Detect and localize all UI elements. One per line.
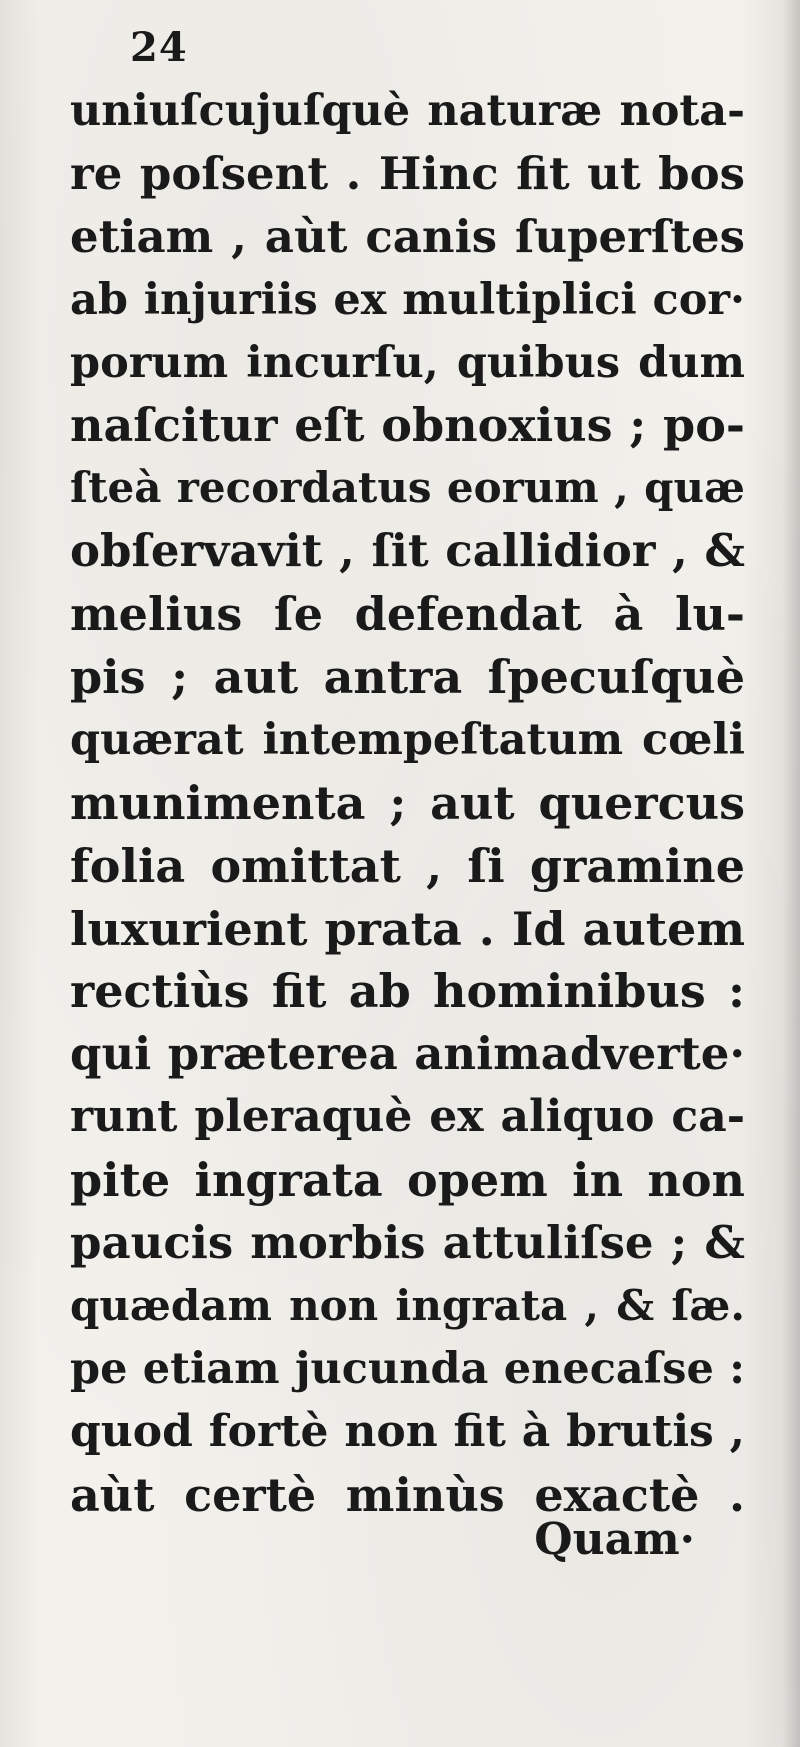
text-line: etiam , aùt canis ſuperſtes (70, 209, 745, 263)
text-line: aùt certè minùs exactè . (70, 1467, 745, 1522)
text-line: re poſsent . Hinc fit ut bos (70, 146, 745, 200)
text-line: porum incurſu, quibus dum (70, 337, 745, 388)
page-edge-shadow (782, 0, 800, 1747)
catchword: Quam· (534, 1514, 695, 1565)
text-line: qui præterea animadverte· (70, 1027, 745, 1081)
text-line: quod fortè non fit à brutis , (70, 1405, 745, 1457)
text-line: naſcitur eſt obnoxius ; po- (70, 398, 745, 453)
text-line: obſervavit , ſit callidior , & (70, 524, 745, 578)
text-line: ab injuriis ex multiplici cor· (70, 274, 745, 325)
text-line: uniuſcujuſquè naturæ nota- (70, 86, 745, 136)
text-line: rectiùs fit ab hominibus : (70, 964, 745, 1019)
page-number: 24 (130, 24, 188, 71)
text-line: quærat intempeſtatum cœli (70, 714, 745, 765)
text-line: runt pleraquè ex aliquo ca- (70, 1091, 745, 1143)
text-line: ſteà recordatus eorum , quæ (70, 463, 745, 513)
text-line: paucis morbis attuliſse ; & (70, 1216, 745, 1270)
text-line: folia omittat , ſi gramine (70, 838, 745, 893)
body-text (70, 80, 745, 1526)
text-line: quædam non ingrata , & ſæ. (70, 1280, 745, 1330)
text-line: munimenta ; aut quercus (70, 775, 745, 830)
text-line: pe etiam jucunda enecaſse : (70, 1343, 745, 1394)
text-line: melius ſe defendat à lu- (70, 587, 745, 642)
text-line: pis ; aut antra ſpecuſquè (70, 650, 745, 705)
text-line: pite ingrata opem in non (70, 1153, 745, 1208)
text-line: luxurient prata . Id autem (70, 901, 745, 956)
